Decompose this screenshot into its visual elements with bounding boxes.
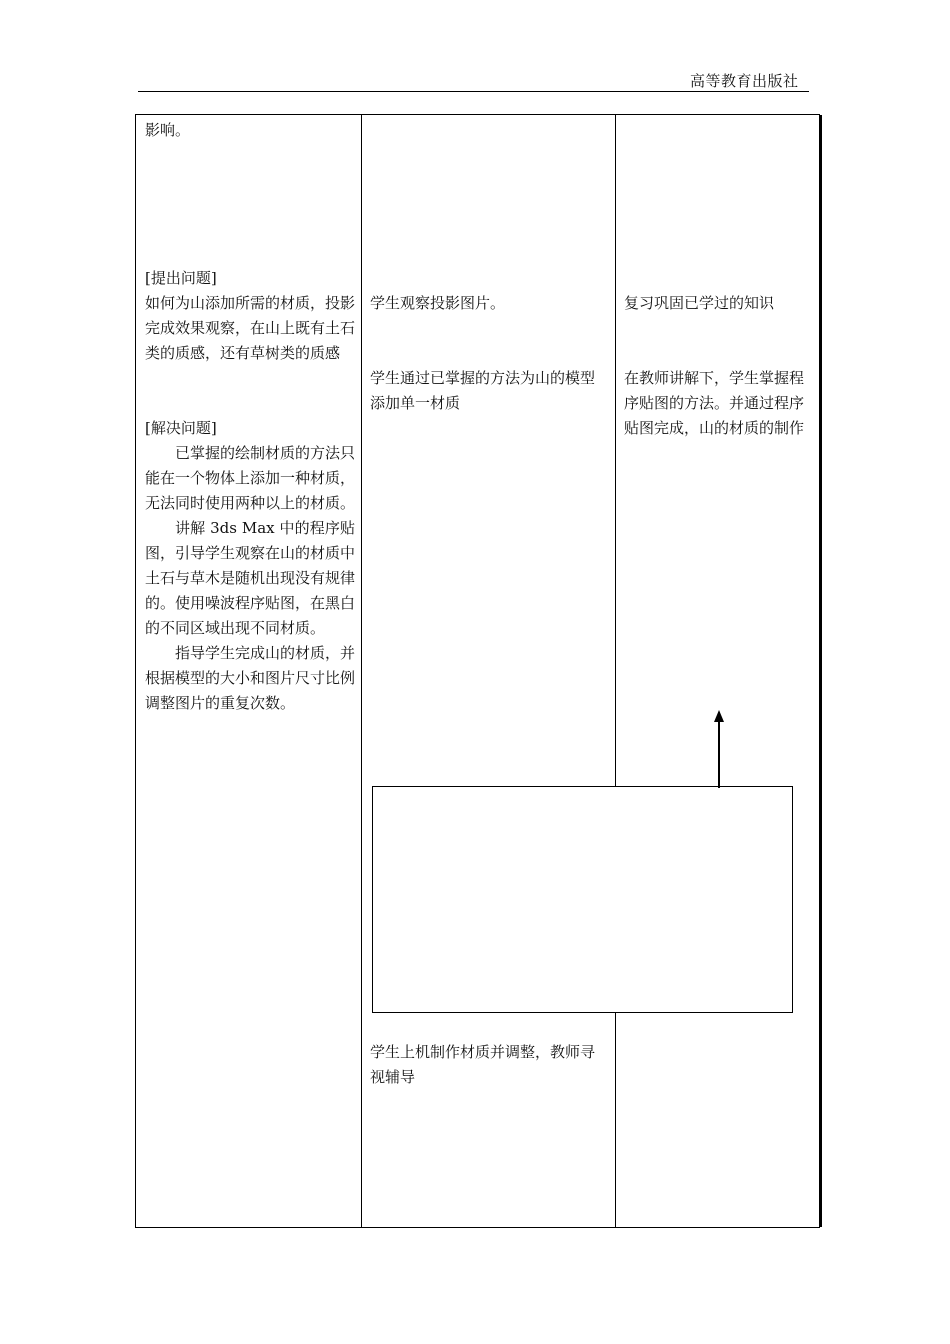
solve-paragraph: 已掌握的绘制材质的方法只能在一个物体上添加一种材质，无法同时使用两种以上的材质。 <box>145 444 356 512</box>
column-divider-1 <box>361 114 362 1228</box>
header-rule <box>138 91 809 92</box>
col2-item2: 学生通过已掌握的方法为山的模型添加单一材质 <box>370 369 596 412</box>
publisher-header: 高等教育出版社 <box>690 72 799 90</box>
raise-problem-text: 如何为山添加所需的材质，投影完成效果观察，在山上既有土石类的质感，还有草树类的质感 <box>145 294 356 362</box>
col1-solve-problem <box>145 416 355 716</box>
solve-problem-heading: [解决问题] <box>145 419 217 437</box>
col3-item2: 在教师讲解下，学生掌握程序贴图的方法。并通过程序贴图完成，山的材质的制作 <box>624 369 805 437</box>
solve-paragraph: 指导学生完成山的材质，并根据模型的大小和图片尺寸比例调整图片的重复次数。 <box>145 644 356 712</box>
up-arrow-icon <box>708 708 730 788</box>
raise-problem-heading: [提出问题] <box>145 269 217 287</box>
image-placeholder-box <box>372 786 793 1013</box>
solve-paragraph: 讲解 3ds Max 中的程序贴图，引导学生观察在山的材质中土石与草木是随机出现没有规律的。使用噪波程序贴图，在黑白的不同区域出现不同材质。 <box>145 519 356 637</box>
col1-raise-problem <box>145 266 355 366</box>
col2-item1: 学生观察投影图片。 <box>370 294 506 312</box>
column-divider-2 <box>615 114 616 1228</box>
col2-item3: 学生上机制作材质并调整，教师寻视辅导 <box>370 1043 596 1086</box>
col1-intro: 影响。 <box>145 121 191 139</box>
col3-item1: 复习巩固已学过的知识 <box>624 294 775 312</box>
